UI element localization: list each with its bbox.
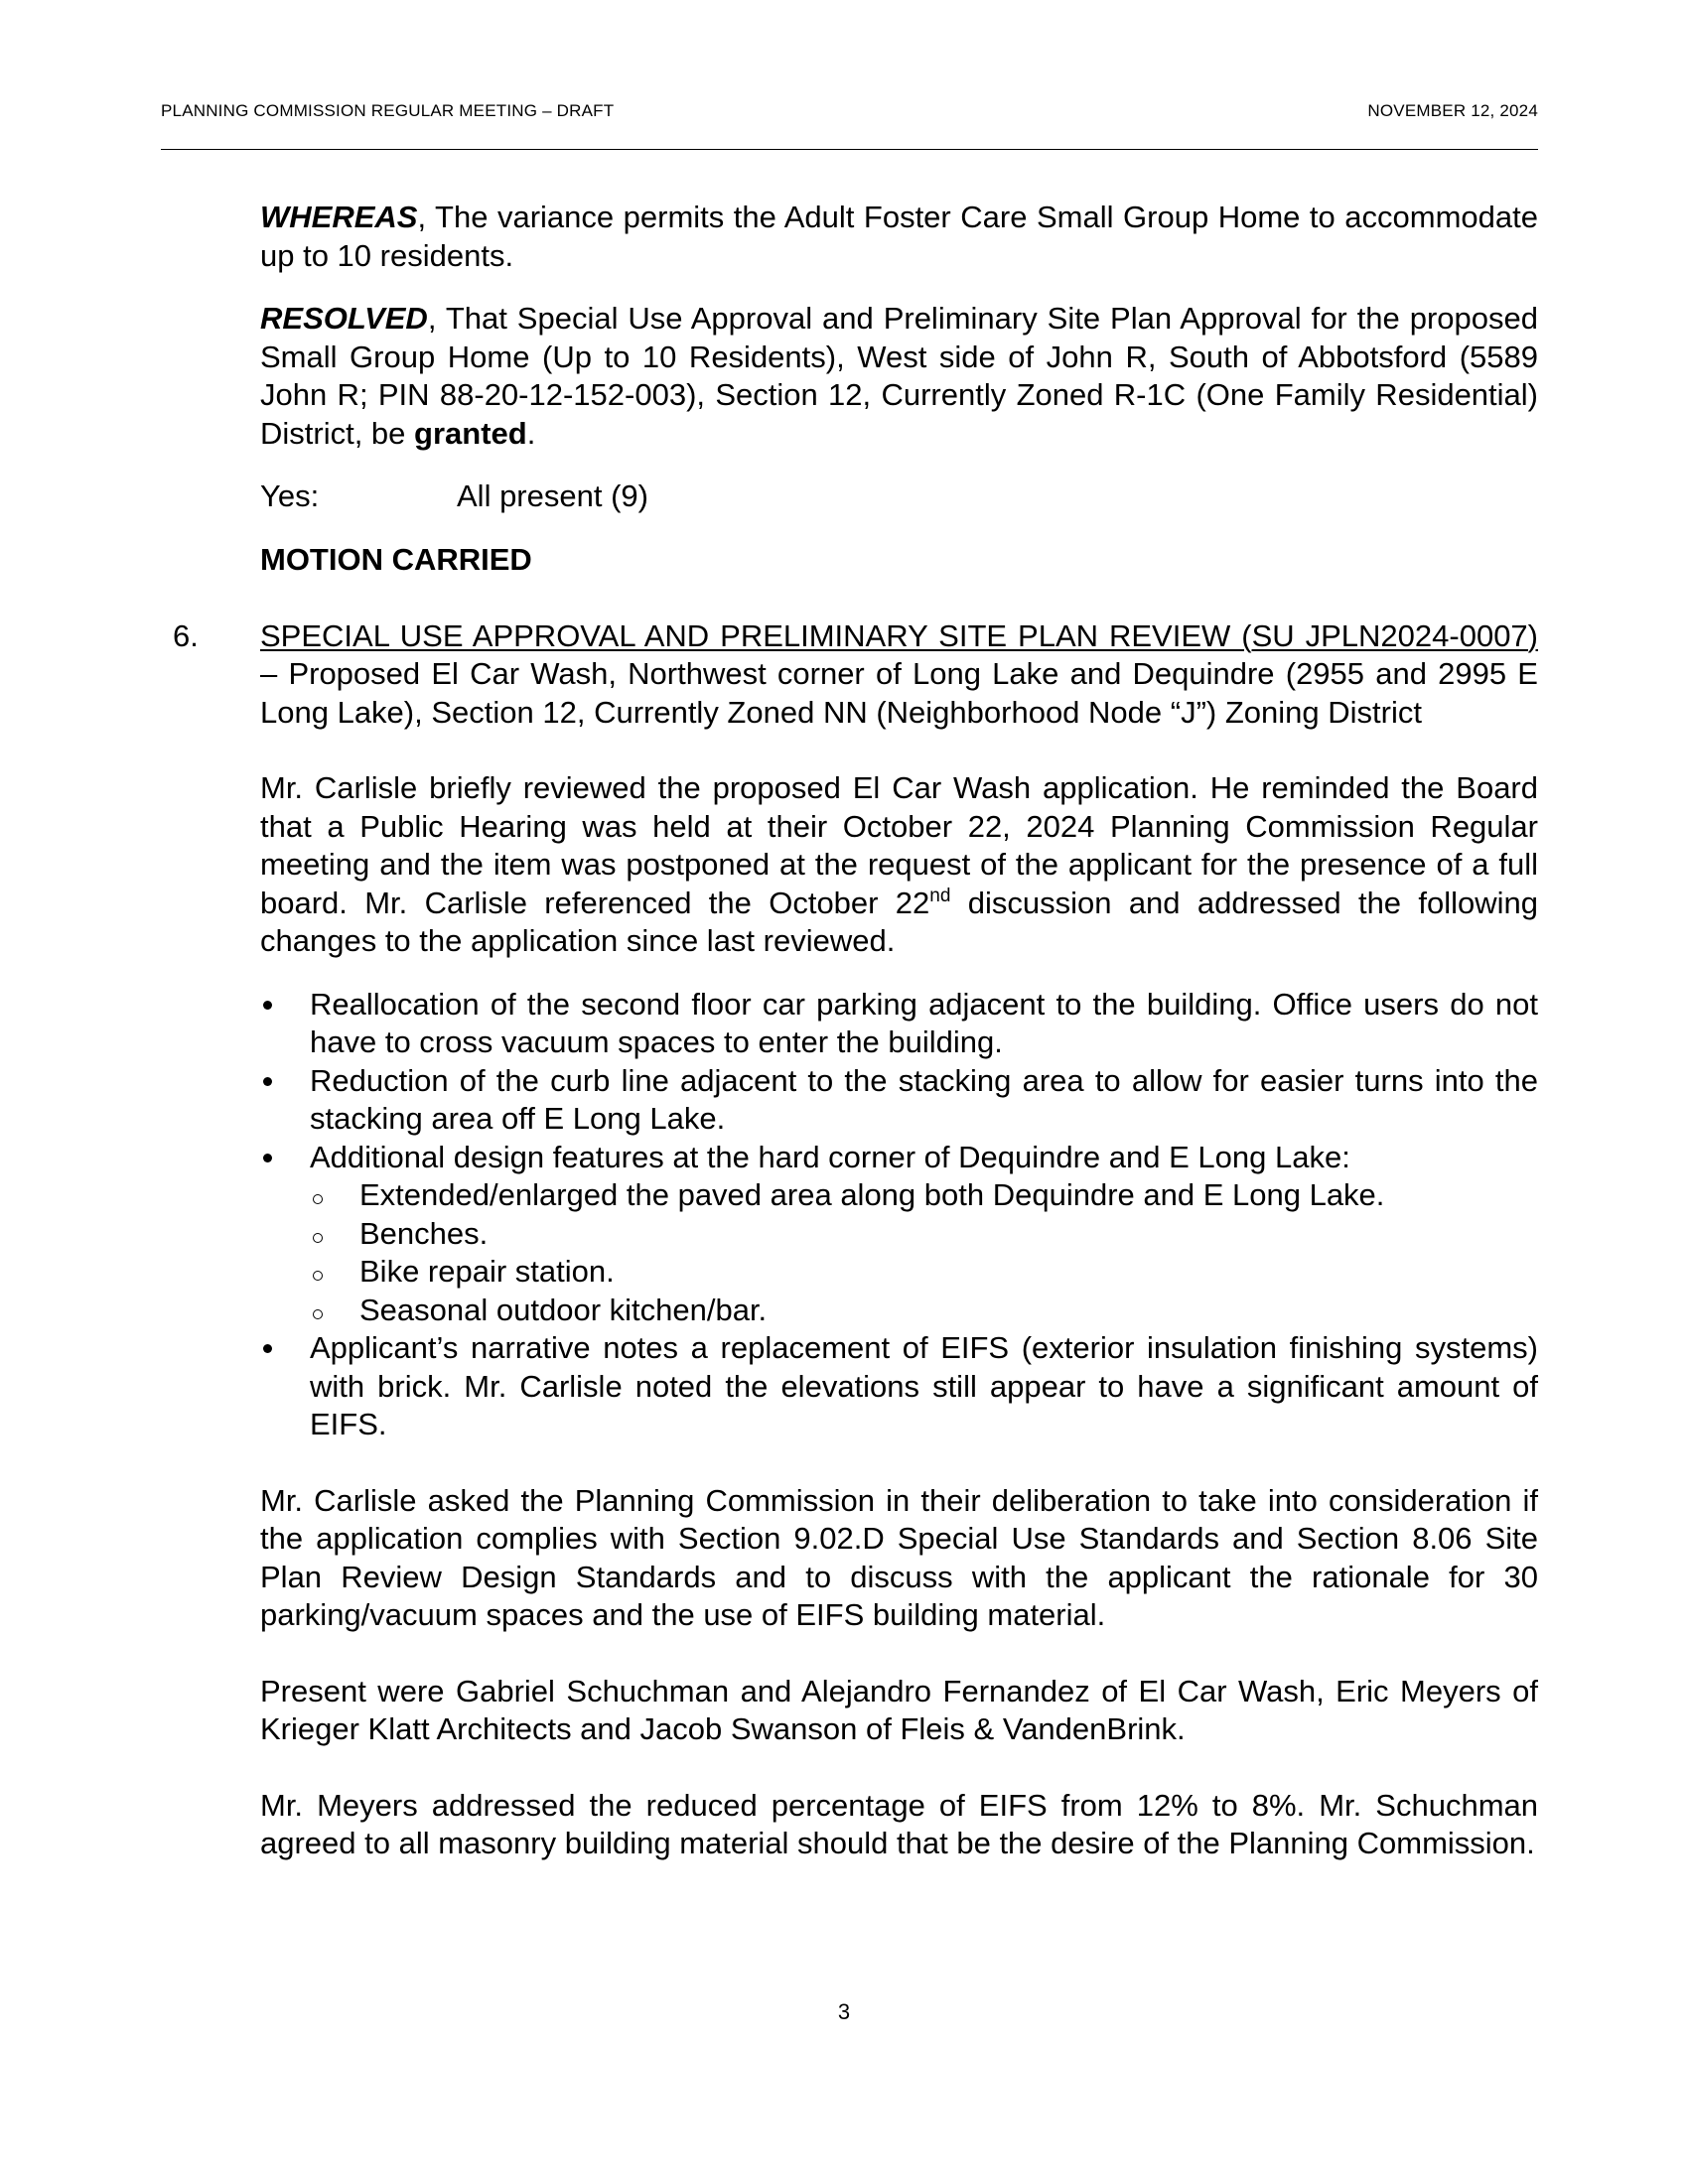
whereas-keyword: WHEREAS [260, 200, 418, 234]
resolved-end: . [526, 415, 536, 451]
header-divider [161, 149, 1538, 150]
review-part1: Mr. Carlisle briefly reviewed the proposed El Car Wash application. He reminded the Board that a Public Hearing was held at their October 22, 2024 Planning Commission Regular meeting and the item was postponed at the request of the applicant for the presence of a full board. Mr. Carlisle referenced the October 22 [260, 770, 1538, 920]
hollow-bullet-icon [313, 1233, 323, 1243]
hollow-bullet-icon [313, 1194, 323, 1204]
list-item: Reallocation of the second floor car parking adjacent to the building. Office users do not have to cross vacuum spaces to enter the building. [260, 986, 1538, 1062]
resolved-paragraph [260, 300, 1538, 453]
list-item: Reduction of the curb line adjacent to the stacking area to allow for easier turns into the stacking area off E Long Lake. [260, 1062, 1538, 1139]
agenda-item-6 [173, 617, 1538, 733]
whereas-text: , The variance permits the Adult Foster Care Small Group Home to accommodate up to 10 residents. [260, 200, 1538, 273]
header-meeting-title: PLANNING COMMISSION REGULAR MEETING – DRAFT [161, 101, 615, 120]
header-meeting-date: NOVEMBER 12, 2024 [1367, 101, 1538, 120]
sub-list-item: Benches. [310, 1215, 1538, 1254]
vote-value: All present (9) [457, 478, 648, 513]
bullet-icon [263, 1001, 272, 1010]
bullet-icon [263, 1154, 272, 1162]
consideration-paragraph: Mr. Carlisle asked the Planning Commission in their deliberation to take into consideration if the application complies with Section 9.02.D Special Use Standards and Section 8.06 Site Plan Review Design Standards and to discuss with the applicant the rationale for 30 parking/vacuum spaces and the use of EIFS building material. [260, 1482, 1538, 1632]
sub-list-item: Bike repair station. [310, 1253, 1538, 1292]
review-part2: discussion and addressed the following changes to the application since last reviewed. [260, 885, 1538, 958]
sub-list-item: Extended/enlarged the paved area along both Dequindre and E Long Lake. [310, 1176, 1538, 1215]
page-header [161, 101, 1538, 125]
changes-list [260, 986, 1538, 1444]
bullet-icon [263, 1077, 272, 1086]
agenda-item-title-rest: – Proposed El Car Wash, Northwest corner of Long Lake and Dequindre (2955 and 2995 E Long Lake), Section 12, Currently Zoned NN (Neighborhood Node “J”) Zoning District [260, 656, 1538, 730]
resolved-text: , That Special Use Approval and Preliminary Site Plan Approval for the proposed Small Group Home (Up to 10 Residents), West side of John R, South of Abbotsford (5589 John R; PIN 88-20-12-152-003), Section 12, Currently Zoned R-1C (One Family Residential) District, be [260, 301, 1538, 451]
agenda-item-title-underlined: SPECIAL USE APPROVAL AND PRELIMINARY SITE PLAN REVIEW (SU JPLN2024-0007) [260, 617, 1538, 653]
resolved-keyword: RESOLVED [260, 301, 428, 336]
bullet-icon [263, 1344, 272, 1353]
review-superscript: nd [929, 885, 951, 906]
hollow-bullet-icon [313, 1309, 323, 1319]
page-number: 3 [837, 1999, 851, 2024]
hollow-bullet-icon [313, 1271, 323, 1281]
meyers-paragraph: Mr. Meyers addressed the reduced percentage of EIFS from 12% to 8%. Mr. Schuchman agreed to all masonry building material should that be the desire of the Planning Commission. [260, 1787, 1538, 1860]
vote-label: Yes: [260, 478, 320, 513]
agenda-item-title [260, 617, 1538, 733]
review-paragraph [260, 769, 1538, 961]
motion-carried: MOTION CARRIED [260, 542, 532, 577]
design-features-sublist [310, 1176, 1538, 1329]
document-body [173, 199, 1538, 1888]
list-item: Applicant’s narrative notes a replacement of EIFS (exterior insulation finishing systems) with brick. Mr. Carlisle noted the elevations still appear to have a significant amount of EIFS. [260, 1329, 1538, 1444]
sub-list-item: Seasonal outdoor kitchen/bar. [310, 1292, 1538, 1330]
whereas-paragraph [260, 199, 1538, 275]
resolved-granted: granted [414, 415, 527, 451]
present-paragraph: Present were Gabriel Schuchman and Alejandro Fernandez of El Car Wash, Eric Meyers of Krieger Klatt Architects and Jacob Swanson of Fleis & VandenBrink. [260, 1673, 1538, 1746]
list-item: Additional design features at the hard corner of Dequindre and E Long Lake: Extended/enlarged the paved area along both Dequindre and E Long Lake. Benches. Bike repair station. Seasonal outdoor kitchen/bar. [260, 1139, 1538, 1330]
agenda-item-number: 6. [173, 617, 199, 653]
vote-row [260, 478, 1538, 515]
